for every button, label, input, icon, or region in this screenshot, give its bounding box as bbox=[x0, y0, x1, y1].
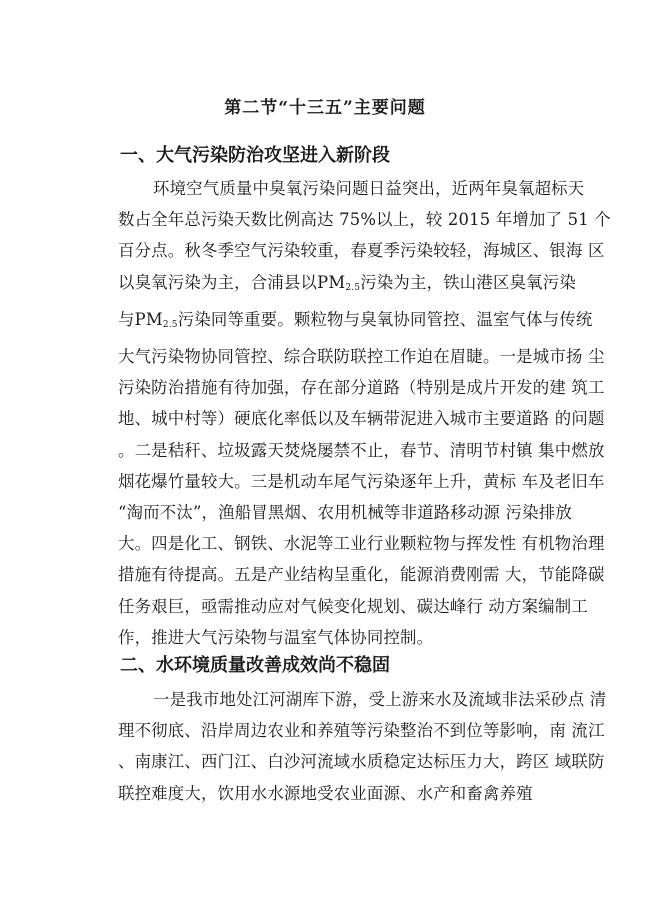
text-segment: 以臭氧污染为主，合浦县以PM bbox=[118, 272, 346, 292]
text-line: 环境空气质量中臭氧污染问题日益突出，近两年臭氧超标天 bbox=[153, 179, 585, 198]
text-line: 烟花爆竹量较大。三是机动车尾气污染逐年上升，黄标 车及老旧车 bbox=[118, 471, 605, 491]
text-line: 一是我市地处江河湖库下游，受上游来水及流域非法采砂点 清 bbox=[153, 690, 607, 709]
text-line: 联控难度大，饮用水水源地受农业面源、水产和畜禽养殖 bbox=[118, 783, 533, 803]
text-line: 污染防治措施有待加强，存在部分道路（特别是成片开发的建 筑工 bbox=[118, 378, 605, 398]
text-line: 地、城中村等）硬底化率低以及车辆带泥进入城市主要道路 的问题 bbox=[118, 409, 605, 429]
text-line: 任务艰巨，亟需推动应对气候变化规划、碳达峰行 动方案编制工 bbox=[118, 596, 588, 616]
pm-subscript: 2.5 bbox=[345, 282, 361, 293]
heading-air-pollution: 一、大气污染防治攻坚进入新阶段 bbox=[120, 145, 390, 166]
text-line-pm bbox=[118, 304, 593, 341]
text-line: 理不彻底、沿岸周边农业和养殖等污染整治不到位等影响，南 流江 bbox=[118, 721, 605, 741]
text-line-pm bbox=[118, 267, 576, 304]
section-title: 第二节“十三五”主要问题 bbox=[224, 98, 426, 118]
text-line: 措施有待提高。五是产业结构呈重化，能源消费刚需 大，节能降碳 bbox=[118, 565, 605, 585]
text-line: 。二是秸秆、垃圾露天焚烧屡禁不止，春节、清明节村镇 集中燃放 bbox=[118, 440, 605, 460]
text-line: 大气污染物协同管控、综合联防联控工作迫在眉睫。一是城市扬 尘 bbox=[118, 347, 605, 367]
text-line: 百分点。秋冬季空气污染较重，春夏季污染较轻，海城区、银海 区 bbox=[118, 241, 605, 261]
text-segment: 与PM bbox=[118, 309, 163, 329]
text-line: “淘而不汰”，渔船冒黑烟、农用机械等非道路移动源 污染排放 bbox=[118, 503, 572, 523]
text-line: 数占全年总污染天数比例高达 75%以上，较 2015 年增加了 51 个 bbox=[118, 210, 611, 230]
text-line: 、南康江、西门江、白沙河流域水质稳定达标压力大，跨区 域联防 bbox=[118, 752, 605, 772]
paragraph-water-environment bbox=[118, 684, 607, 809]
pm-subscript: 2.5 bbox=[162, 319, 178, 330]
paragraph-air-pollution bbox=[118, 173, 611, 653]
text-segment: 污染为主，铁山港区臭氧污染 bbox=[360, 272, 576, 292]
text-line: 大。四是化工、钢铁、水泥等工业行业颗粒物与挥发性 有机物治理 bbox=[118, 534, 605, 554]
text-segment: 污染同等重要。颗粒物与臭氧协同管控、温室气体与传统 bbox=[177, 309, 593, 329]
text-line: 作，推进大气污染物与温室气体协同控制。 bbox=[118, 627, 434, 647]
heading-water-environment: 二、水环境质量改善成效尚不稳固 bbox=[120, 655, 390, 676]
